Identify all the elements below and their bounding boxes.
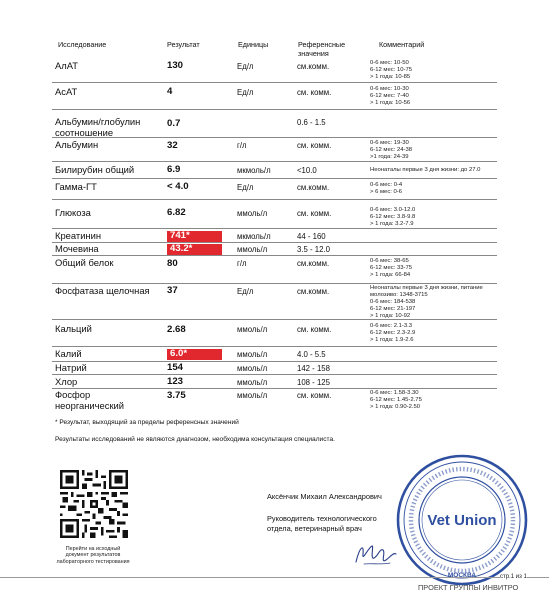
- test-unit: г/л: [237, 141, 247, 150]
- test-name: Фосфатаза щелочная: [55, 285, 150, 296]
- page-number: стр.1 из 1: [500, 574, 527, 580]
- test-result: 4: [167, 86, 173, 97]
- table-row: [52, 257, 522, 284]
- row-divider: [52, 346, 497, 347]
- test-reference: см. комм.: [297, 391, 332, 400]
- test-reference: см. комм.: [297, 325, 332, 334]
- table-row: [52, 86, 522, 110]
- table-row: [52, 206, 522, 229]
- qr-caption: Перейти на исходный документ результатов лабораторного тестирования: [56, 546, 130, 565]
- test-name: Глюкоза: [55, 207, 91, 218]
- test-reference: 3.5 - 12.0: [297, 245, 330, 254]
- signatory-name: Аксёнчик Михаил Александрович: [267, 492, 382, 501]
- test-unit: ммоль/л: [237, 245, 268, 254]
- row-divider: [52, 109, 497, 110]
- row-divider: [52, 255, 497, 256]
- test-result: 80: [167, 258, 178, 269]
- test-comment: Неонаталы первые 3 дня жизни, питание молозиво: 1348-3715 0-6 мес: 184-538 6-12 мес: 21-197 > 1 года: 10-92: [370, 285, 483, 319]
- test-unit: ммоль/л: [237, 364, 268, 373]
- test-reference: 44 - 160: [297, 232, 326, 241]
- table-row: [52, 60, 522, 83]
- test-name: Кальций: [55, 323, 92, 334]
- test-result-flagged: 6.0*: [167, 349, 222, 360]
- header-test: Исследование: [58, 40, 107, 49]
- signature-icon: [350, 538, 400, 568]
- test-result: 6.9: [167, 164, 181, 175]
- test-result: 0.7: [167, 118, 181, 129]
- stamp-city: МОСКВА: [447, 572, 477, 579]
- test-comment: 0-6 мес: 19-30 6-12 мес: 24-38 >1 года: 24-39: [370, 140, 413, 160]
- test-result: 32: [167, 140, 178, 151]
- row-divider: [52, 82, 497, 83]
- flag-note: * Результат, выходящий за пределы референсных значений: [55, 419, 239, 426]
- test-unit: Ед/л: [237, 62, 254, 71]
- test-unit: Ед/л: [237, 287, 254, 296]
- table-row: [52, 230, 522, 243]
- table-row: [52, 362, 522, 375]
- test-comment: Неонаталы первые 3 дня жизни: до 27.0: [370, 167, 481, 173]
- signatory-role: Руководитель технологического отдела, ветеринарный врач: [267, 514, 377, 533]
- footer-line: [0, 577, 549, 578]
- test-result: 6.82: [167, 207, 186, 218]
- header-comment: Комментарий: [379, 40, 425, 49]
- test-result: 3.75: [167, 390, 186, 401]
- test-unit: ммоль/л: [237, 209, 268, 218]
- header-reference: Референсные значения: [298, 40, 346, 58]
- test-unit: ммоль/л: [237, 378, 268, 387]
- table-row: [52, 285, 522, 320]
- row-divider: [52, 137, 497, 138]
- test-result: 37: [167, 285, 178, 296]
- test-reference: см.комм.: [297, 287, 330, 296]
- test-reference: 0.6 - 1.5: [297, 118, 326, 127]
- test-reference: 4.0 - 5.5: [297, 350, 326, 359]
- test-reference: см. комм.: [297, 141, 332, 150]
- test-name: Общий белок: [55, 257, 114, 268]
- test-reference: см.комм.: [297, 183, 330, 192]
- table-row: [52, 348, 522, 362]
- disclaimer: Результаты исследований не являются диагнозом, необходима консультация специалиста.: [55, 436, 335, 443]
- stamp-icon: [394, 452, 530, 588]
- row-divider: [52, 199, 497, 200]
- test-unit: мкмоль/л: [237, 166, 271, 175]
- test-comment: 0-6 мес: 0-4 > 6 мес: 0-6: [370, 182, 403, 195]
- test-name: Хлор: [55, 376, 78, 387]
- row-divider: [52, 178, 497, 179]
- header-result: Результат: [167, 40, 200, 49]
- test-unit: Ед/л: [237, 183, 254, 192]
- test-name: Билирубин общий: [55, 164, 135, 175]
- row-divider: [52, 228, 497, 229]
- test-name: АсАТ: [55, 86, 78, 97]
- row-divider: [52, 161, 497, 162]
- table-row: [52, 139, 522, 162]
- qr-code-icon[interactable]: [60, 470, 128, 538]
- test-name: АлАТ: [55, 60, 78, 71]
- test-name: Калий: [55, 348, 82, 359]
- test-reference: 108 - 125: [297, 378, 330, 387]
- test-comment: 0-6 мес: 10-30 6-12 мес: 7-40 > 1 года: 10-56: [370, 86, 411, 106]
- test-reference: см.комм.: [297, 259, 330, 268]
- test-comment: 0-6 мес: 2.1-3.3 6-12 мес: 2.3-2.9 > 1 года: 1.9-2.6: [370, 323, 416, 343]
- test-unit: г/л: [237, 259, 247, 268]
- test-name: Фосфор неорганический: [55, 389, 125, 411]
- test-unit: ммоль/л: [237, 325, 268, 334]
- test-reference: 142 - 158: [297, 364, 330, 373]
- test-name: Мочевина: [55, 243, 99, 254]
- test-name: Креатинин: [55, 230, 102, 241]
- test-name: Натрий: [55, 362, 87, 373]
- test-result-flagged: 43.2*: [167, 244, 222, 255]
- test-result: 130: [167, 60, 184, 71]
- test-reference: см. комм.: [297, 209, 332, 218]
- table-row: [52, 376, 522, 389]
- row-divider: [52, 374, 497, 375]
- test-result-flagged: 741*: [167, 231, 222, 242]
- test-reference: см. комм.: [297, 88, 332, 97]
- test-unit: Ед/л: [237, 88, 254, 97]
- header-units: Единицы: [238, 40, 269, 49]
- stamp-logo: Vet Union: [427, 512, 497, 529]
- table-row: [52, 389, 522, 414]
- test-result: 123: [167, 376, 184, 387]
- table-row: [52, 181, 522, 200]
- table-row: [52, 322, 522, 347]
- test-result: 2.68: [167, 324, 186, 335]
- test-comment: 0-6 мес: 1.58-3.30 6-12 мес: 1.45-2.75 > 1 года: 0.90-2.50: [370, 390, 422, 410]
- test-comment: 0-6 мес: 3.0-12.0 6-12 мес: 3.8-9.8 > 1 года: 3.2-7.9: [370, 207, 416, 227]
- row-divider: [52, 319, 497, 320]
- table-row: [52, 116, 522, 138]
- test-comment: 0-6 мес: 38-65 6-12 мес: 33-75 > 1 года: 66-84: [370, 258, 413, 278]
- test-name: Альбумин/глобулин соотношение: [55, 116, 141, 138]
- test-result: 154: [167, 362, 184, 373]
- row-divider: [52, 283, 497, 284]
- test-name: Альбумин: [55, 139, 99, 150]
- test-result: < 4.0: [167, 181, 189, 192]
- footer-brand: ПРОЕКТ ГРУППЫ ИНВИТРО: [418, 583, 519, 592]
- test-reference: <10.0: [297, 166, 317, 175]
- test-reference: см.комм.: [297, 62, 330, 71]
- table-row: [52, 164, 522, 179]
- test-unit: ммоль/л: [237, 391, 268, 400]
- test-unit: ммоль/л: [237, 350, 268, 359]
- test-comment: 0-6 мес: 10-50 6-12 мес: 10-75 > 1 года: 10-85: [370, 60, 413, 80]
- test-name: Гамма-ГТ: [55, 181, 97, 192]
- table-row: [52, 243, 522, 256]
- test-unit: мкмоль/л: [237, 232, 271, 241]
